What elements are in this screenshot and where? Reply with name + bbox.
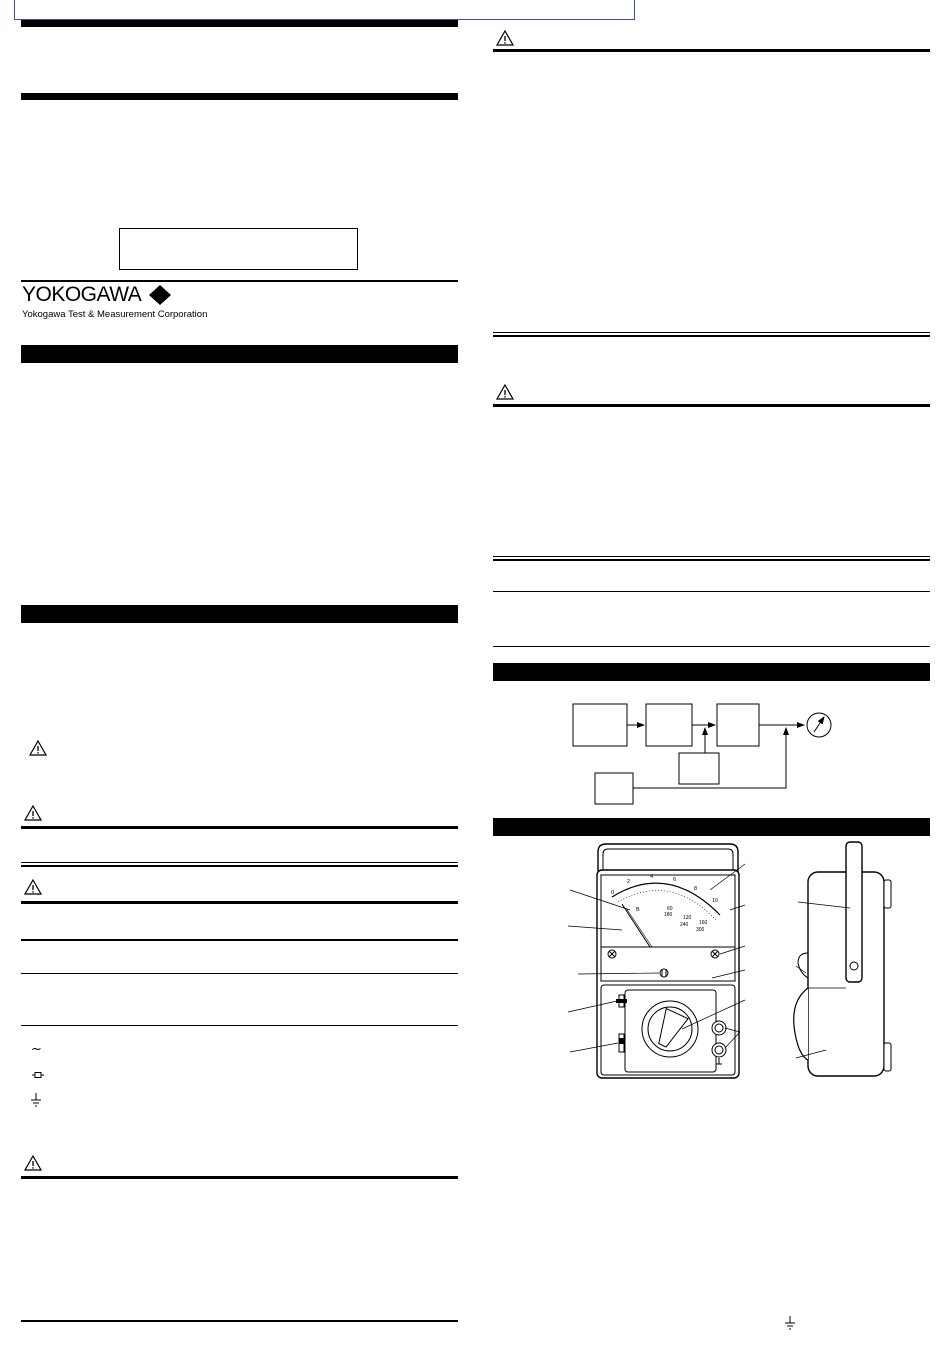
scale-tick-label: 10 — [712, 898, 719, 904]
warning-icon — [29, 740, 47, 756]
double-rule-top — [21, 862, 458, 863]
table-row-divider — [493, 646, 930, 647]
company-logo — [22, 284, 207, 321]
scale-mid-label: B — [636, 907, 640, 913]
warning-rule — [21, 901, 458, 904]
double-rule-top — [493, 332, 930, 333]
scale-tick-label: 300 — [696, 927, 705, 933]
logo-subtitle: Yokogawa Test & Measurement Corporation — [22, 309, 208, 320]
converter-block — [717, 704, 759, 746]
selection-frame — [14, 0, 635, 20]
input-block — [573, 704, 627, 746]
top-header-bar — [21, 20, 458, 27]
section-heading-bar-1 — [21, 345, 458, 363]
warning-rule — [493, 404, 930, 407]
warning-rule — [21, 826, 458, 829]
scale-tick-label: 6 — [673, 877, 677, 883]
warning-icon — [496, 384, 514, 400]
warning-rule — [493, 49, 930, 52]
scale-tick-label: 8 — [694, 886, 698, 892]
ground-icon — [784, 1316, 796, 1330]
scale-tick-label: 160 — [699, 920, 708, 926]
logo-top-rule — [21, 280, 458, 282]
block-diagram — [560, 698, 850, 810]
warning-rule — [21, 1176, 458, 1179]
table-rule — [21, 939, 458, 941]
header-bar-2 — [21, 93, 458, 100]
amplifier-block — [646, 704, 692, 746]
reference-block — [679, 753, 719, 784]
double-rule-top — [493, 556, 930, 557]
power-block — [595, 773, 633, 804]
scale-tick-label: 120 — [683, 915, 692, 921]
section-heading-bar-4 — [493, 818, 930, 836]
section-heading-bar-3 — [493, 663, 930, 681]
ground-icon — [30, 1093, 42, 1107]
table-row-divider — [21, 1025, 458, 1026]
warning-icon — [496, 30, 514, 46]
logo-diamond-icon — [147, 284, 173, 306]
meter-front-view — [560, 842, 755, 1082]
section-heading-bar-2 — [21, 605, 458, 623]
scale-tick-label: 0 — [611, 890, 615, 896]
meter-side-view — [790, 838, 900, 1084]
double-rule-bottom — [21, 865, 458, 867]
table-row-divider — [21, 973, 458, 974]
warning-icon — [24, 879, 42, 895]
ac-symbol: ~ — [31, 1042, 42, 1057]
warning-icon — [24, 1155, 42, 1171]
bottom-rule-left — [21, 1320, 458, 1322]
scale-tick-label: 60 — [667, 906, 673, 912]
document-number-box — [119, 228, 358, 270]
logo-wordmark: YOKOGAWA — [22, 283, 142, 306]
warning-icon — [24, 805, 42, 821]
scale-tick-label: 2 — [627, 879, 631, 885]
scale-tick-label: 180 — [664, 912, 673, 918]
table-row-divider — [493, 591, 930, 592]
double-rule-bottom — [493, 335, 930, 337]
fuse-icon — [32, 1071, 44, 1079]
scale-tick-label: 4 — [650, 874, 654, 880]
scale-tick-label: 240 — [680, 922, 689, 928]
double-rule-bottom — [493, 559, 930, 561]
